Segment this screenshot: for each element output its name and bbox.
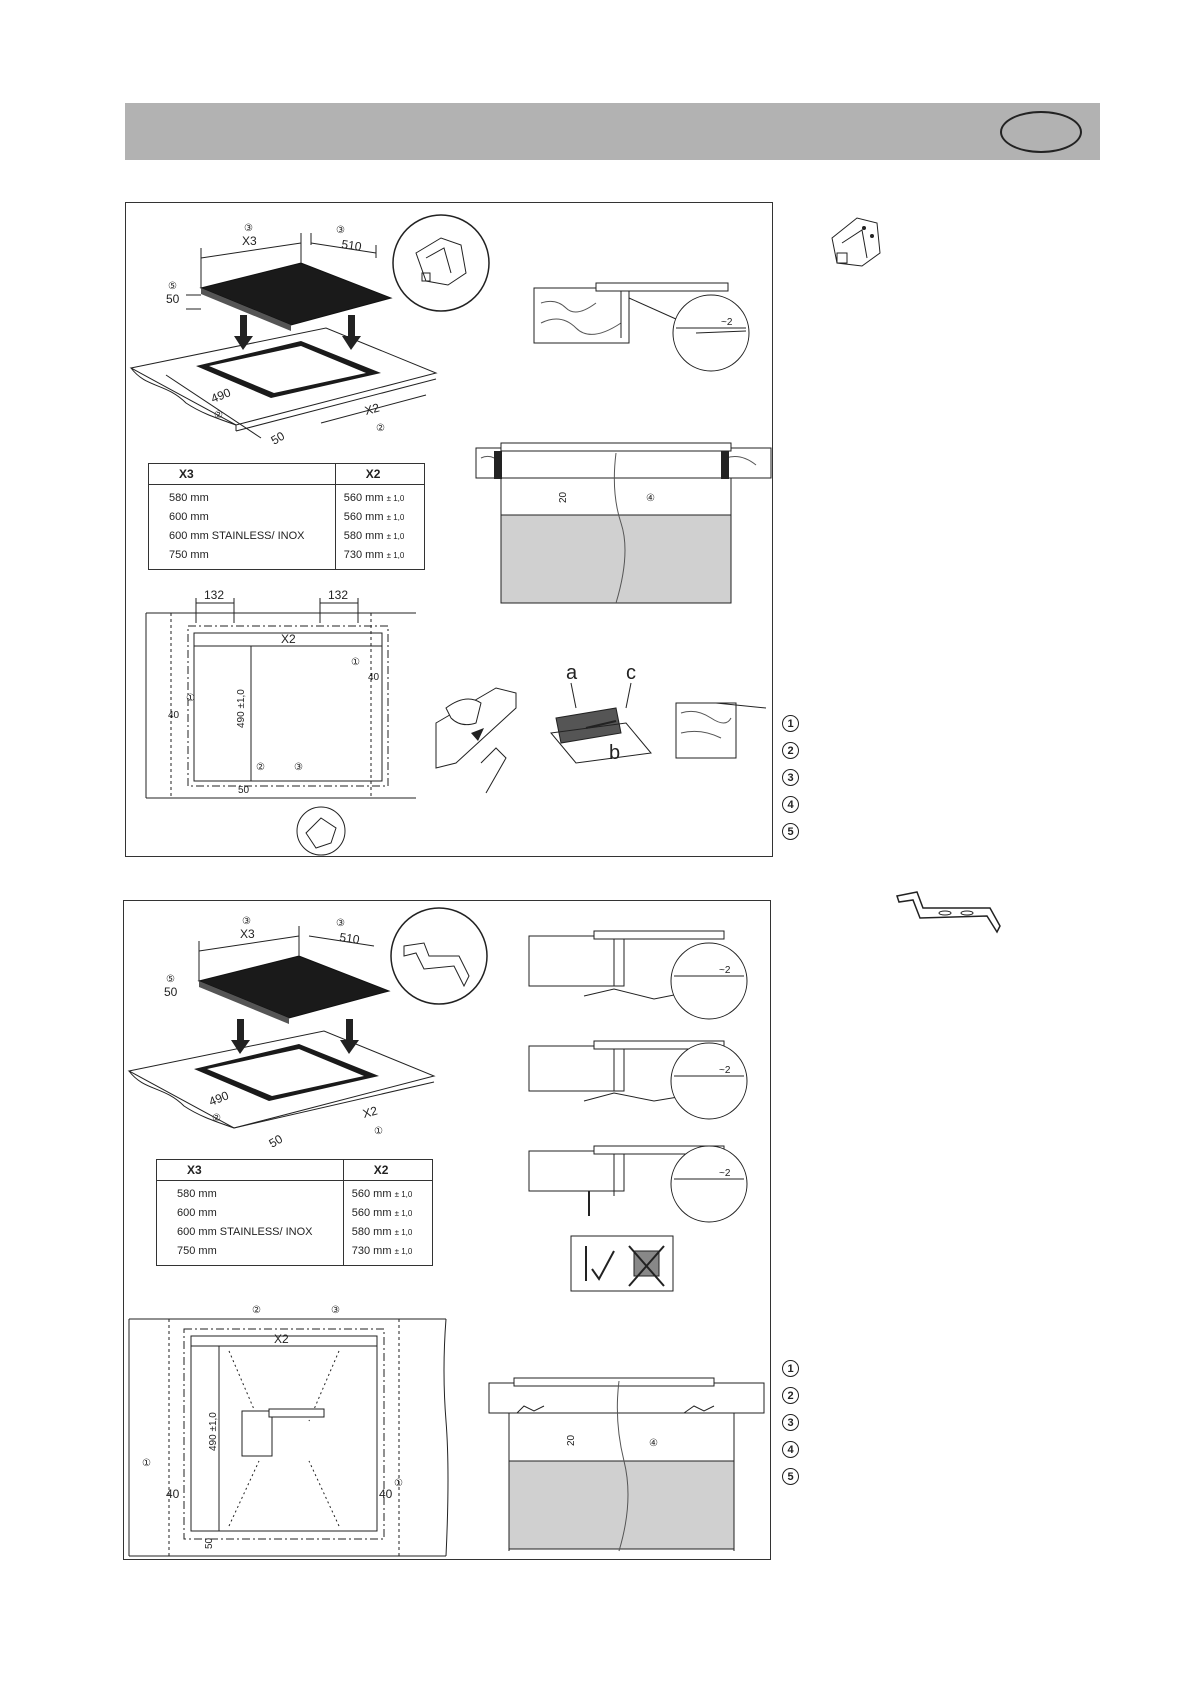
label-x3-2: X3 xyxy=(240,927,255,941)
table-row: 600 mm STAINLESS/ INOX 580 mm ± 1,0 xyxy=(149,527,425,546)
legend-number: 3 xyxy=(782,1414,799,1431)
clip-detail-circle xyxy=(393,215,489,311)
legend-1 xyxy=(782,710,799,845)
callout-3a: ③ xyxy=(244,223,253,234)
label-510-2: 510 xyxy=(338,930,361,947)
label-x2-2: X2 xyxy=(361,1103,379,1121)
cabinet-section xyxy=(476,443,771,603)
table-row: 580 mm 560 mm ± 1,0 xyxy=(157,1181,433,1205)
label-132-right: 132 xyxy=(328,588,349,602)
bracket-section-2 xyxy=(529,1041,747,1119)
label-edge-50: 50 xyxy=(268,428,288,448)
legend-number: 2 xyxy=(782,1387,799,1404)
legend-item xyxy=(782,1463,799,1490)
callout-2a: ② xyxy=(214,410,223,421)
hob-perspective xyxy=(166,223,391,350)
callout-2-plan-2: ② xyxy=(252,1305,261,1316)
callout-1-right-2: ① xyxy=(394,1478,403,1489)
bracket-detail-circle xyxy=(391,908,487,1004)
table-header-x3: X3 xyxy=(157,1160,344,1181)
cutout-plan-2 xyxy=(129,1305,448,1556)
legend-number: 4 xyxy=(782,796,799,813)
label-50-2: 50 xyxy=(164,985,178,999)
label-plan-490: 490 ±1,0 xyxy=(236,689,247,728)
legend-item xyxy=(782,1382,799,1409)
callout-1a: ① xyxy=(186,693,195,704)
callout-2b: ② xyxy=(376,423,385,434)
mounting-clip-icon xyxy=(822,208,882,278)
label-plan-490-2: 490 ±1,0 xyxy=(208,1412,219,1451)
step-a: a xyxy=(566,662,578,684)
step-c: c xyxy=(626,662,636,684)
installation-panel-brackets xyxy=(123,900,771,1560)
cabinet-section-2 xyxy=(489,1378,764,1551)
dimension-table-2 xyxy=(156,1159,433,1266)
callout-5-2: ⑤ xyxy=(166,974,175,985)
label-50: 50 xyxy=(166,292,180,306)
legend-item xyxy=(782,791,799,818)
dimension-table-1 xyxy=(148,463,425,570)
legend-number: 5 xyxy=(782,823,799,840)
legend-item xyxy=(782,764,799,791)
label-clearance-2: 20 xyxy=(566,1434,577,1446)
legend-item xyxy=(782,1436,799,1463)
label-gap-left: 40 xyxy=(168,710,180,721)
label-510: 510 xyxy=(340,237,363,254)
legend-item xyxy=(782,1409,799,1436)
label-490-2: 490 xyxy=(206,1088,231,1109)
legend-item xyxy=(782,737,799,764)
table-row: 600 mm STAINLESS/ INOX 580 mm ± 1,0 xyxy=(157,1223,433,1242)
bracket-section-3 xyxy=(529,1146,747,1291)
legend-number: 5 xyxy=(782,1468,799,1485)
callout-1-left-2: ① xyxy=(142,1458,151,1469)
bracket-section-1 xyxy=(529,931,747,1019)
label-x3: X3 xyxy=(242,234,257,248)
table-header-x3: X3 xyxy=(149,464,336,485)
label-gap-right: 40 xyxy=(368,672,380,683)
language-oval xyxy=(1000,111,1082,153)
callout-1b: ① xyxy=(351,657,360,668)
legend-number: 1 xyxy=(782,1360,799,1377)
label-edge-50-2: 50 xyxy=(266,1131,286,1151)
mounting-bracket-icon xyxy=(895,888,1020,938)
legend-2 xyxy=(782,1355,799,1490)
legend-item xyxy=(782,818,799,845)
table-header-x2: X2 xyxy=(335,464,424,485)
label-plan-50: 50 xyxy=(238,785,250,796)
callout-2a-2: ② xyxy=(212,1113,221,1124)
label-clearance: 20 xyxy=(558,491,569,503)
legend-item xyxy=(782,710,799,737)
label-gap-right-2: 40 xyxy=(379,1487,393,1501)
cutout-plan xyxy=(146,588,416,855)
label-132-left: 132 xyxy=(204,588,225,602)
legend-item xyxy=(782,1355,799,1382)
label-x2: X2 xyxy=(363,400,381,418)
table-row: 600 mm 560 mm ± 1,0 xyxy=(157,1204,433,1223)
label-plan-x2: X2 xyxy=(281,632,296,646)
label-490: 490 xyxy=(208,385,233,406)
table-row: 750 mm 730 mm ± 1,0 xyxy=(157,1242,433,1266)
callout-4: ④ xyxy=(646,493,655,504)
label-plan-50-2: 50 xyxy=(204,1537,215,1549)
callout-1-top-2: ① xyxy=(374,1126,383,1137)
callout-5: ⑤ xyxy=(168,281,177,292)
label-gap: ~2 xyxy=(721,317,733,328)
legend-number: 4 xyxy=(782,1441,799,1458)
label-gap-2b: ~2 xyxy=(719,1065,731,1076)
label-gap-left-2: 40 xyxy=(166,1487,180,1501)
table-header-x2: X2 xyxy=(343,1160,432,1181)
hob-perspective-2 xyxy=(164,916,389,1054)
callout-3b-2: ③ xyxy=(336,918,345,929)
table-row: 750 mm 730 mm ± 1,0 xyxy=(149,546,425,570)
label-gap-2c: ~2 xyxy=(719,1168,731,1179)
label-plan-x2-2: X2 xyxy=(274,1332,289,1346)
mounting-steps xyxy=(436,662,766,793)
callout-3-plan-2: ③ xyxy=(331,1305,340,1316)
header-bar xyxy=(125,103,1100,160)
callout-3a-2: ③ xyxy=(242,916,251,927)
table-row: 600 mm 560 mm ± 1,0 xyxy=(149,508,425,527)
callout-3b: ③ xyxy=(336,225,345,236)
step-b: b xyxy=(609,742,621,764)
callout-3c: ③ xyxy=(294,762,303,773)
legend-number: 3 xyxy=(782,769,799,786)
section-clip-gap xyxy=(534,283,749,371)
worktop-perspective-2 xyxy=(129,1031,434,1151)
callout-2c: ② xyxy=(256,762,265,773)
installation-panel-clips xyxy=(125,202,773,857)
worktop-perspective xyxy=(131,328,436,448)
label-gap-2a: ~2 xyxy=(719,965,731,976)
callout-4-2: ④ xyxy=(649,1438,658,1449)
table-row: 580 mm 560 mm ± 1,0 xyxy=(149,485,425,509)
legend-number: 2 xyxy=(782,742,799,759)
legend-number: 1 xyxy=(782,715,799,732)
